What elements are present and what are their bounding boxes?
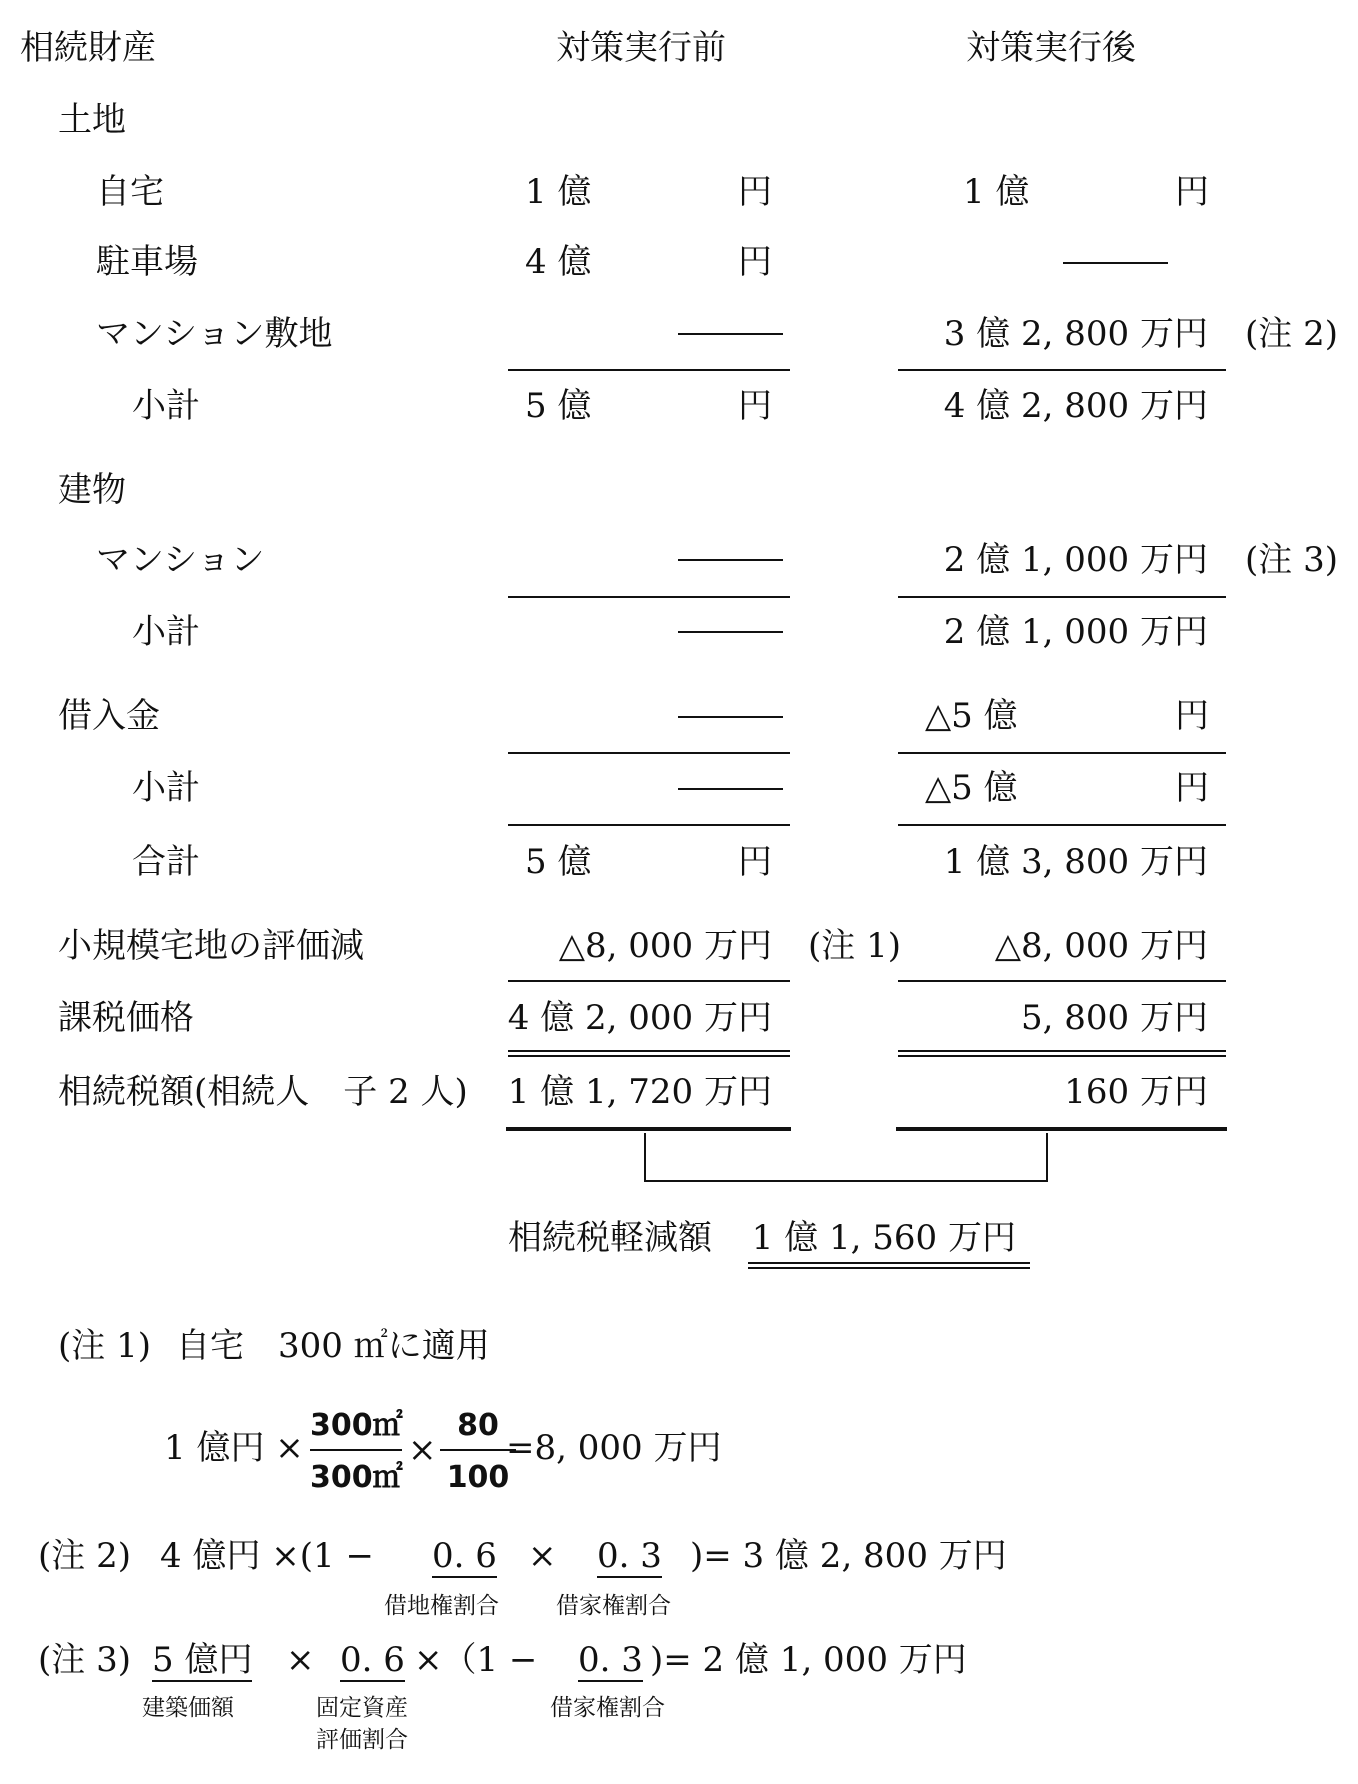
- parking-before-oku: 4 億: [525, 242, 592, 282]
- mansion-note: (注 3): [1245, 540, 1338, 580]
- note3-times1: ×: [286, 1640, 315, 1680]
- home-label: 自宅: [96, 172, 164, 212]
- note3-label: (注 3): [38, 1640, 131, 1680]
- note2-v1: 0. 6: [432, 1536, 497, 1576]
- building-subtotal-before-line: [508, 596, 790, 598]
- small-residential-after: △8, 000 万円: [994, 926, 1208, 966]
- note2-cap2: 借家権割合: [556, 1593, 671, 1619]
- header-before: 対策実行前: [556, 28, 726, 68]
- taxable-before: 4 億 2, 000 万円: [507, 998, 772, 1038]
- tax-after: 160 万円: [1064, 1072, 1208, 1112]
- note3-cap2a: 固定資産: [316, 1695, 408, 1721]
- note3-cap1: 建築価額: [142, 1695, 234, 1721]
- note1-num1: 300㎡: [310, 1408, 403, 1443]
- parking-label: 駐車場: [96, 242, 198, 282]
- loan-before-dash: [678, 716, 783, 718]
- note1-den1: 300㎡: [310, 1460, 403, 1495]
- taxable-before-line: [508, 980, 790, 982]
- total-after-line: [898, 824, 1226, 826]
- loan-subtotal-before-line: [508, 752, 790, 754]
- home-before-yen: 円: [738, 172, 772, 212]
- loan-subtotal-after-line: [898, 752, 1226, 754]
- building-heading: 建物: [58, 470, 126, 510]
- note1-lhs: 1 億円 ×: [164, 1428, 304, 1468]
- taxable-before-double-line: [508, 1050, 790, 1057]
- small-residential-before: △8, 000 万円: [558, 926, 772, 966]
- tax-label: 相続税額(相続人 子 2 人): [58, 1072, 468, 1112]
- home-after-oku: 1 億: [963, 172, 1030, 212]
- taxable-after: 5, 800 万円: [1021, 998, 1208, 1038]
- bracket-left: [644, 1133, 646, 1181]
- loan-subtotal-after-oku: △5 億: [925, 768, 1018, 808]
- building-subtotal-after: 2 億 1, 000 万円: [943, 612, 1208, 652]
- building-subtotal-label: 小計: [132, 612, 200, 652]
- land-heading: 土地: [58, 100, 126, 140]
- total-before-oku: 5 億: [525, 842, 592, 882]
- note2-lhs: 4 億円 ×(1 −: [160, 1536, 374, 1576]
- loan-subtotal-before-dash: [678, 788, 783, 790]
- land-subtotal-before-oku: 5 億: [525, 386, 592, 426]
- parking-after-dash: [1063, 262, 1168, 264]
- land-subtotal-before-line: [508, 369, 790, 371]
- loan-label: 借入金: [58, 696, 160, 736]
- reduction-value: 1 億 1, 560 万円: [751, 1218, 1016, 1258]
- loan-after-yen: 円: [1175, 696, 1209, 736]
- land-subtotal-after-line: [898, 369, 1226, 371]
- mansion-site-label: マンション敷地: [96, 314, 333, 354]
- loan-subtotal-after-yen: 円: [1175, 768, 1209, 808]
- taxable-after-double-line: [898, 1050, 1226, 1057]
- note1-num2: 80: [457, 1408, 499, 1443]
- total-after: 1 億 3, 800 万円: [943, 842, 1208, 882]
- building-subtotal-before-dash: [678, 631, 783, 633]
- bracket-bottom: [644, 1180, 1048, 1182]
- tax-before: 1 億 1, 720 万円: [507, 1072, 772, 1112]
- mansion-after: 2 億 1, 000 万円: [943, 540, 1208, 580]
- note2-cap1: 借地権割合: [384, 1593, 499, 1619]
- header-item: 相続財産: [20, 28, 156, 68]
- note3-v2: 0. 6: [340, 1640, 405, 1680]
- home-after-yen: 円: [1175, 172, 1209, 212]
- note3-result: )= 2 億 1, 000 万円: [650, 1640, 967, 1680]
- mansion-site-before-dash: [678, 333, 783, 335]
- reduction-label: 相続税軽減額: [508, 1218, 712, 1258]
- small-residential-label: 小規模宅地の評価減: [58, 926, 364, 966]
- taxable-after-line: [898, 980, 1226, 982]
- small-residential-note: (注 1): [808, 926, 901, 966]
- note2-result: )= 3 億 2, 800 万円: [690, 1536, 1007, 1576]
- note1-label: (注 1): [58, 1326, 151, 1366]
- loan-after-oku: △5 億: [925, 696, 1018, 736]
- total-before-yen: 円: [738, 842, 772, 882]
- building-subtotal-after-line: [898, 596, 1226, 598]
- note2-v2: 0. 3: [597, 1536, 662, 1576]
- land-subtotal-after: 4 億 2, 800 万円: [943, 386, 1208, 426]
- note2-label: (注 2): [38, 1536, 131, 1576]
- tax-before-bold-line: [506, 1127, 791, 1131]
- home-before-oku: 1 億: [525, 172, 592, 212]
- note3-v3: 0. 3: [578, 1640, 643, 1680]
- note1-frac1-bar: [310, 1449, 402, 1451]
- loan-subtotal-label: 小計: [132, 768, 200, 808]
- note3-v1: 5 億円: [152, 1640, 253, 1680]
- note1-times: ×: [408, 1430, 437, 1470]
- note1-frac2-bar: [440, 1449, 516, 1451]
- parking-before-yen: 円: [738, 242, 772, 282]
- bracket-right: [1046, 1133, 1048, 1181]
- note1-den2: 100: [446, 1460, 510, 1495]
- note1-result: =8, 000 万円: [506, 1428, 722, 1468]
- note3-cap2b: 評価割合: [316, 1727, 408, 1753]
- tax-after-bold-line: [896, 1127, 1227, 1131]
- total-label: 合計: [132, 842, 200, 882]
- note2-times: ×: [528, 1536, 557, 1576]
- note3-cap3: 借家権割合: [550, 1695, 665, 1721]
- reduction-double-line: [748, 1262, 1030, 1269]
- mansion-site-after: 3 億 2, 800 万円: [943, 314, 1208, 354]
- note3-mid: ×（1 −: [414, 1640, 538, 1680]
- total-before-line: [508, 824, 790, 826]
- taxable-label: 課税価格: [58, 998, 194, 1038]
- header-after: 対策実行後: [966, 28, 1136, 68]
- mansion-site-note: (注 2): [1245, 314, 1338, 354]
- land-subtotal-before-yen: 円: [738, 386, 772, 426]
- note1-text: 自宅 300 ㎡に適用: [176, 1326, 490, 1366]
- mansion-before-dash: [678, 559, 783, 561]
- land-subtotal-label: 小計: [132, 386, 200, 426]
- mansion-label: マンション: [96, 540, 265, 580]
